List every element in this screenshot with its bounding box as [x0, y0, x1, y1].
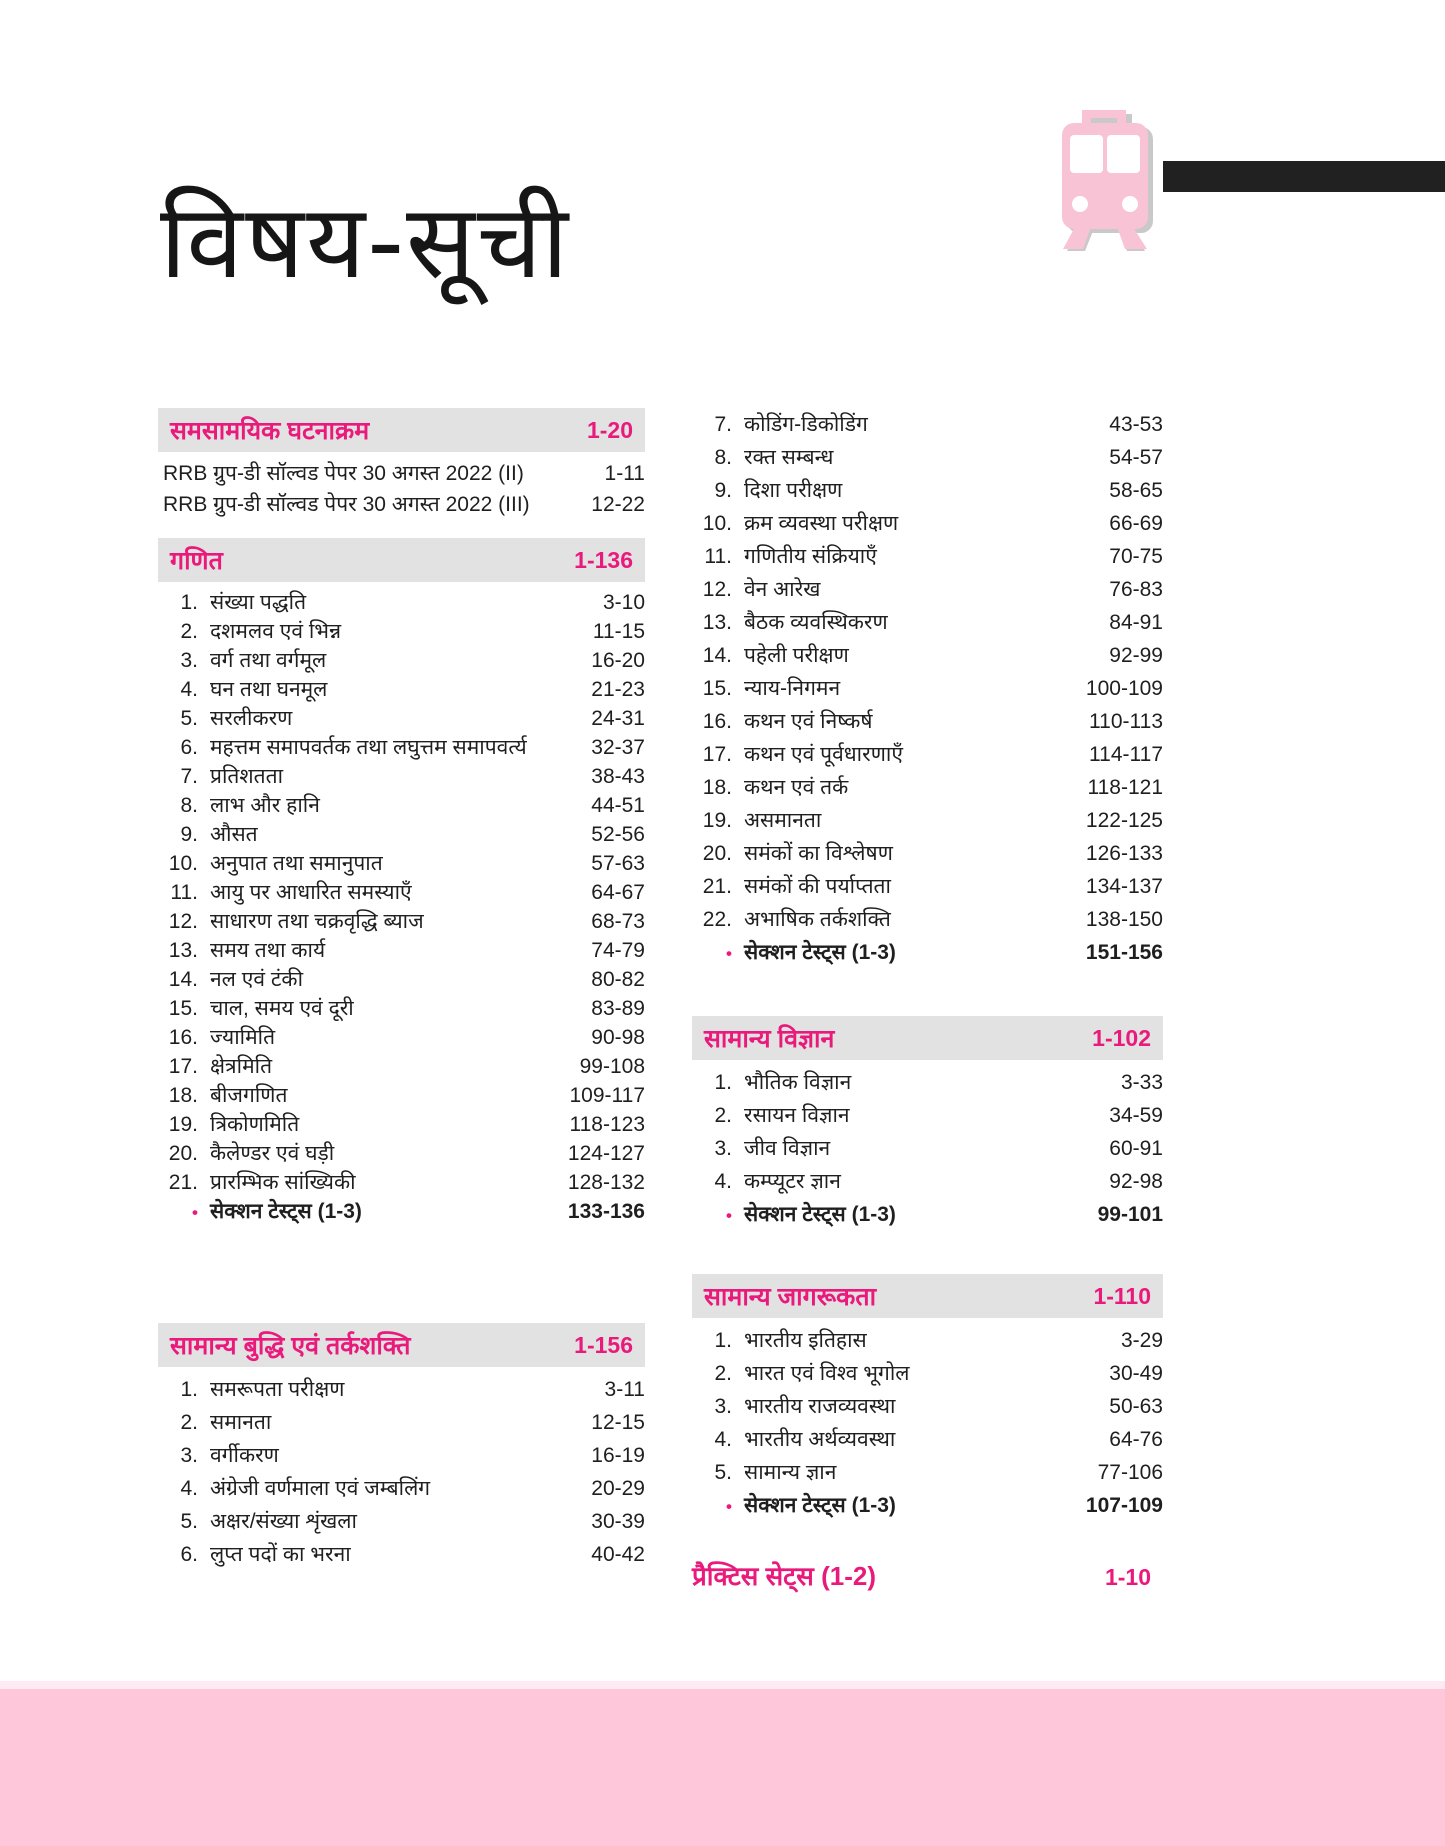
- toc-entry-pages: 92-99: [1109, 644, 1163, 667]
- toc-entry-pages: 107-109: [1085, 1494, 1163, 1517]
- toc-entry: [158, 1472, 645, 1505]
- toc-entry: [158, 1168, 645, 1197]
- toc-entry: [692, 474, 1163, 507]
- toc-entry-label: समंकों का विश्लेषण: [744, 842, 893, 865]
- toc-entry-pages: 30-49: [1109, 1362, 1163, 1385]
- toc-entry: [158, 907, 645, 936]
- toc-entry-label: चाल, समय एवं दूरी: [210, 997, 354, 1020]
- toc-entry-number: 3.: [714, 1395, 732, 1418]
- toc-entry: [692, 408, 1163, 441]
- toc-entry: [158, 733, 645, 762]
- toc-entry: [158, 1373, 645, 1406]
- toc-entry-pages: 76-83: [1109, 578, 1163, 601]
- toc-entry-pages: 44-51: [591, 794, 645, 817]
- toc-entry-pages: 77-106: [1097, 1461, 1163, 1484]
- toc-entry-pages: 138-150: [1085, 908, 1163, 931]
- toc-entry-pages: 52-56: [591, 823, 645, 846]
- section-title: समसामयिक घटनाक्रम: [170, 417, 370, 445]
- toc-entry: [692, 1324, 1163, 1357]
- toc-entry-number: 10.: [702, 512, 732, 535]
- toc-entry-label: औसत: [210, 823, 258, 846]
- toc-entry-pages: 100-109: [1085, 677, 1163, 700]
- toc-entry-number: 2.: [714, 1362, 732, 1385]
- toc-entry-number: 3.: [180, 649, 198, 672]
- toc-entry-label: लुप्त पदों का भरना: [210, 1543, 351, 1566]
- toc-section: [158, 538, 645, 1227]
- toc-entry-pages: 109-117: [569, 1084, 645, 1107]
- toc-entry-pages: 54-57: [1109, 446, 1163, 469]
- toc-entry: [692, 870, 1163, 903]
- toc-column-right: [692, 408, 1163, 1593]
- toc-entry-number: 21.: [702, 875, 732, 898]
- toc-entry-label: भौतिक विज्ञान: [744, 1071, 852, 1094]
- toc-entry-number: 19.: [702, 809, 732, 832]
- toc-entry-label: समानता: [210, 1411, 272, 1434]
- section-header-band: [158, 408, 645, 452]
- toc-entry-pages: 40-42: [591, 1543, 645, 1566]
- toc-entry-pages: 64-67: [591, 881, 645, 904]
- toc-entry-pages: 1-11: [604, 462, 645, 485]
- toc-entry-number: 16.: [702, 710, 732, 733]
- black-accent-bar: [1163, 161, 1445, 192]
- section-title: सामान्य बुद्धि एवं तर्कशक्ति: [170, 1332, 411, 1360]
- toc-entry: [158, 704, 645, 733]
- toc-entry: [158, 1110, 645, 1139]
- toc-entry-label: भारतीय इतिहास: [744, 1329, 867, 1352]
- toc-section: [692, 408, 1163, 970]
- toc-entry: [692, 1132, 1163, 1165]
- toc-entry-label: वेन आरेख: [744, 578, 821, 601]
- toc-entry-pages: 3-11: [604, 1378, 645, 1401]
- toc-entry-number: 15.: [168, 997, 198, 1020]
- toc-entry-number: 2.: [714, 1104, 732, 1127]
- toc-entry-label: वर्गीकरण: [210, 1444, 279, 1467]
- toc-entry-label: भारतीय अर्थव्यवस्था: [744, 1428, 896, 1451]
- toc-entry-number: 4.: [180, 678, 198, 701]
- toc-entry: [692, 1423, 1163, 1456]
- toc-entry: [692, 639, 1163, 672]
- toc-entry-pages: 3-33: [1120, 1071, 1163, 1094]
- footer-strip: [0, 1681, 1445, 1689]
- toc-entry: [692, 441, 1163, 474]
- toc-entry-pages: 58-65: [1109, 479, 1163, 502]
- practice-sets-pages: 1-10: [1104, 1564, 1151, 1590]
- toc-entry-label: बीजगणित: [210, 1084, 288, 1107]
- toc-entry-number: 20.: [702, 842, 732, 865]
- toc-entry-label: आयु पर आधारित समस्याएँ: [210, 881, 412, 904]
- toc-entry-number: 20.: [168, 1142, 198, 1165]
- toc-entry-number: 6.: [180, 736, 198, 759]
- toc-entry: [158, 1023, 645, 1052]
- toc-entry-number: 16.: [168, 1026, 198, 1049]
- toc-entry-pages: 21-23: [591, 678, 645, 701]
- toc-entry-pages: 24-31: [591, 707, 645, 730]
- bullet-icon: •: [726, 1206, 732, 1225]
- toc-entry-label: जीव विज्ञान: [744, 1137, 831, 1160]
- toc-entry-number: 12.: [702, 578, 732, 601]
- toc-entry-pages: 34-59: [1109, 1104, 1163, 1127]
- toc-entry-number: 13.: [702, 611, 732, 634]
- toc-entry-pages: 122-125: [1085, 809, 1163, 832]
- toc-entry-pages: 99-108: [579, 1055, 645, 1078]
- toc-entry-pages: 64-76: [1109, 1428, 1163, 1451]
- toc-entry: [158, 588, 645, 617]
- toc-entry-number: 7.: [714, 413, 732, 436]
- toc-column-left: [158, 408, 645, 1571]
- toc-entry-number: 17.: [168, 1055, 198, 1078]
- toc-entry-pages: 12-15: [591, 1411, 645, 1434]
- toc-entry: [692, 1390, 1163, 1423]
- toc-section: [158, 1323, 645, 1571]
- toc-entry-number: 8.: [180, 794, 198, 817]
- toc-entry: [158, 965, 645, 994]
- toc-entry: [692, 1456, 1163, 1489]
- toc-entry-pages: 16-19: [591, 1444, 645, 1467]
- toc-entry: [158, 1139, 645, 1168]
- toc-entry-number: 13.: [168, 939, 198, 962]
- toc-entry-pages: 118-123: [569, 1113, 645, 1136]
- toc-entry: [158, 489, 645, 520]
- toc-entry-pages: 3-29: [1120, 1329, 1163, 1352]
- section-title: सामान्य जागरूकता: [704, 1283, 877, 1311]
- toc-entry-pages: 38-43: [591, 765, 645, 788]
- section-pages: 1-110: [1093, 1282, 1151, 1309]
- toc-entry-label: समय तथा कार्य: [210, 939, 326, 962]
- toc-entry: [692, 936, 1163, 970]
- toc-entry-label: कथन एवं पूर्वधारणाएँ: [744, 743, 903, 766]
- toc-entry: [158, 878, 645, 907]
- toc-entry: [158, 1505, 645, 1538]
- toc-entry-label: पहेली परीक्षण: [744, 644, 849, 667]
- toc-entry-number: 6.: [180, 1543, 198, 1566]
- toc-entry-label: समरूपता परीक्षण: [210, 1378, 345, 1401]
- toc-entry: [692, 540, 1163, 573]
- toc-entry: [158, 675, 645, 704]
- section-header-band: [692, 1274, 1163, 1318]
- toc-entry-number: 2.: [180, 1411, 198, 1434]
- toc-entry-pages: 80-82: [591, 968, 645, 991]
- toc-entry-label: प्रतिशतता: [210, 765, 284, 788]
- toc-entry-pages: 3-10: [602, 591, 645, 614]
- toc-entry-number: 1.: [180, 1378, 198, 1401]
- toc-entry-pages: 50-63: [1109, 1395, 1163, 1418]
- toc-entry-pages: 16-20: [591, 649, 645, 672]
- toc-entry-pages: 12-22: [591, 493, 645, 516]
- toc-entry-label: सेक्शन टेस्ट्स (1-3): [210, 1200, 362, 1223]
- toc-entry-label: सेक्शन टेस्ट्स (1-3): [744, 1494, 896, 1517]
- toc-entry-label: कोडिंग-डिकोडिंग: [744, 413, 868, 436]
- toc-entry-number: 19.: [168, 1113, 198, 1136]
- section-pages: 1-156: [574, 1331, 633, 1358]
- toc-entry-pages: 124-127: [567, 1142, 645, 1165]
- toc-entry: [692, 1165, 1163, 1198]
- toc-entry-number: 12.: [168, 910, 198, 933]
- toc-entry: [158, 936, 645, 965]
- section-pages: 1-102: [1092, 1024, 1151, 1051]
- toc-entry-number: 17.: [702, 743, 732, 766]
- toc-entry-label: RRB ग्रुप-डी सॉल्वड पेपर 30 अगस्त 2022 (II): [163, 462, 524, 485]
- toc-entry-label: महत्तम समापवर्तक तथा लघुत्तम समापवर्त्य: [210, 736, 527, 759]
- toc-entry-pages: 134-137: [1085, 875, 1163, 898]
- toc-entry-label: क्रम व्यवस्था परीक्षण: [744, 512, 899, 535]
- toc-entry-label: रक्त सम्बन्ध: [744, 446, 834, 469]
- toc-entry-number: 3.: [180, 1444, 198, 1467]
- toc-entry: [692, 1198, 1163, 1232]
- toc-entry-pages: 74-79: [591, 939, 645, 962]
- toc-entry: [692, 738, 1163, 771]
- toc-entry: [158, 646, 645, 675]
- toc-entry: [158, 458, 645, 489]
- toc-entry: [692, 903, 1163, 936]
- toc-entry-label: गणितीय संक्रियाएँ: [744, 545, 877, 568]
- toc-entry-number: 4.: [180, 1477, 198, 1500]
- toc-entry-pages: 151-156: [1085, 941, 1163, 964]
- toc-entry-label: RRB ग्रुप-डी सॉल्वड पेपर 30 अगस्त 2022 (III): [163, 493, 530, 516]
- toc-entry-label: त्रिकोणमिति: [210, 1113, 300, 1136]
- toc-entry-label: वर्ग तथा वर्गमूल: [210, 649, 327, 672]
- toc-entry: [692, 1489, 1163, 1523]
- toc-entry-number: 15.: [702, 677, 732, 700]
- toc-entry-label: अनुपात तथा समानुपात: [210, 852, 383, 875]
- toc-entry-label: असमानता: [744, 809, 822, 832]
- toc-entry-number: 9.: [714, 479, 732, 502]
- toc-entry: [692, 507, 1163, 540]
- toc-entry: [692, 1066, 1163, 1099]
- toc-entry-pages: 83-89: [591, 997, 645, 1020]
- toc-entry-label: कैलेण्डर एवं घड़ी: [210, 1142, 335, 1165]
- toc-entry-number: 1.: [714, 1329, 732, 1352]
- toc-entry-number: 21.: [168, 1171, 198, 1194]
- toc-entry-number: 14.: [168, 968, 198, 991]
- toc-entry-number: 4.: [714, 1428, 732, 1451]
- toc-entry: [692, 1357, 1163, 1390]
- toc-entry: [692, 573, 1163, 606]
- toc-entry: [158, 820, 645, 849]
- toc-entry-pages: 90-98: [591, 1026, 645, 1049]
- toc-entry-pages: 20-29: [591, 1477, 645, 1500]
- toc-entry: [692, 672, 1163, 705]
- toc-entry-label: साधारण तथा चक्रवृद्धि ब्याज: [210, 910, 424, 933]
- toc-entry-number: 5.: [714, 1461, 732, 1484]
- toc-entry-number: 11.: [170, 881, 198, 904]
- toc-entry-label: बैठक व्यवस्थिकरण: [744, 611, 888, 634]
- toc-entry-number: 1.: [714, 1071, 732, 1094]
- toc-entry: [158, 1538, 645, 1571]
- toc-entry: [158, 994, 645, 1023]
- toc-entry-pages: 133-136: [567, 1200, 645, 1223]
- toc-entry: [692, 1099, 1163, 1132]
- toc-entry-number: 9.: [180, 823, 198, 846]
- toc-entry-number: 7.: [180, 765, 198, 788]
- practice-sets-heading: [692, 1557, 1163, 1593]
- toc-section: [692, 1016, 1163, 1232]
- toc-entry: [692, 771, 1163, 804]
- toc-entry-label: सेक्शन टेस्ट्स (1-3): [744, 1203, 896, 1226]
- section-title: सामान्य विज्ञान: [704, 1025, 835, 1053]
- toc-entry-label: लाभ और हानि: [210, 794, 320, 817]
- toc-entry-pages: 118-121: [1087, 776, 1163, 799]
- toc-entry-number: 2.: [180, 620, 198, 643]
- train-icon: [1053, 108, 1159, 258]
- toc-entry-pages: 92-98: [1109, 1170, 1163, 1193]
- toc-entry-pages: 126-133: [1085, 842, 1163, 865]
- toc-entry: [158, 617, 645, 646]
- toc-entry: [158, 1439, 645, 1472]
- toc-entry-label: अभाषिक तर्कशक्ति: [744, 908, 891, 931]
- toc-entry-number: 5.: [180, 707, 198, 730]
- page-title: विषय-सूची: [160, 183, 571, 302]
- toc-entry-number: 5.: [180, 1510, 198, 1533]
- toc-entry: [158, 762, 645, 791]
- toc-entry-label: घन तथा घनमूल: [210, 678, 328, 701]
- toc-entry-label: रसायन विज्ञान: [744, 1104, 850, 1127]
- section-pages: 1-20: [586, 416, 633, 443]
- toc-entry-pages: 114-117: [1089, 743, 1163, 766]
- toc-entry-label: दिशा परीक्षण: [744, 479, 843, 502]
- toc-entry-pages: 11-15: [592, 620, 645, 643]
- section-header-band: [692, 1016, 1163, 1060]
- bullet-icon: •: [726, 1497, 732, 1516]
- toc-entry: [158, 1052, 645, 1081]
- toc-entry-number: 22.: [702, 908, 732, 931]
- toc-entry-pages: 43-53: [1109, 413, 1163, 436]
- toc-entry-label: प्रारम्भिक सांख्यिकी: [210, 1171, 356, 1194]
- toc-entry: [158, 1406, 645, 1439]
- toc-entry-pages: 57-63: [591, 852, 645, 875]
- section-header-band: [158, 1323, 645, 1367]
- toc-entry-label: अंग्रेजी वर्णमाला एवं जम्बलिंग: [210, 1477, 431, 1500]
- toc-section: [158, 408, 645, 520]
- toc-entry-label: सेक्शन टेस्ट्स (1-3): [744, 941, 896, 964]
- toc-entry: [692, 705, 1163, 738]
- toc-entry-number: 4.: [714, 1170, 732, 1193]
- toc-entry-label: सरलीकरण: [210, 707, 293, 730]
- toc-entry-number: 14.: [702, 644, 732, 667]
- toc-entry-pages: 32-37: [591, 736, 645, 759]
- practice-sets-title: प्रैक्टिस सेट्स (1-2): [692, 1561, 876, 1591]
- section-pages: 1-136: [574, 546, 633, 573]
- toc-entry-pages: 99-101: [1097, 1203, 1163, 1226]
- toc-entry-label: भारतीय राजव्यवस्था: [744, 1395, 896, 1418]
- toc-entry-number: 10.: [168, 852, 198, 875]
- toc-entry-number: 11.: [704, 545, 732, 568]
- toc-entry: [158, 1197, 645, 1227]
- toc-entry-pages: 110-113: [1089, 710, 1163, 733]
- toc-entry: [692, 837, 1163, 870]
- toc-entry: [158, 791, 645, 820]
- toc-entry-number: 1.: [180, 591, 198, 614]
- footer-band: [0, 1689, 1445, 1846]
- toc-entry-label: भारत एवं विश्व भूगोल: [744, 1362, 910, 1385]
- toc-entry-number: 18.: [702, 776, 732, 799]
- toc-entry-label: न्याय-निगमन: [744, 677, 841, 700]
- section-title: गणित: [170, 547, 223, 575]
- toc-entry-label: क्षेत्रमिति: [210, 1055, 273, 1078]
- toc-entry-pages: 30-39: [591, 1510, 645, 1533]
- section-header-band: [158, 538, 645, 582]
- toc-entry-number: 3.: [714, 1137, 732, 1160]
- toc-entry-pages: 66-69: [1109, 512, 1163, 535]
- toc-entry: [158, 1081, 645, 1110]
- toc-entry: [692, 804, 1163, 837]
- bullet-icon: •: [726, 944, 732, 963]
- toc-section: [692, 1557, 1163, 1593]
- toc-entry-number: 8.: [714, 446, 732, 469]
- bullet-icon: •: [192, 1203, 198, 1222]
- toc-entry-pages: 70-75: [1109, 545, 1163, 568]
- toc-entry-pages: 84-91: [1109, 611, 1163, 634]
- toc-entry-label: कम्प्यूटर ज्ञान: [744, 1170, 841, 1193]
- toc-entry-label: कथन एवं तर्क: [744, 776, 849, 799]
- toc-entry-label: कथन एवं निष्कर्ष: [744, 710, 873, 733]
- toc-entry: [158, 849, 645, 878]
- toc-entry-label: संख्या पद्धति: [210, 591, 307, 614]
- toc-entry-label: नल एवं टंकी: [210, 968, 304, 991]
- toc-entry-label: अक्षर/संख्या शृंखला: [210, 1510, 357, 1533]
- toc-entry-label: समंकों की पर्याप्तता: [744, 875, 891, 898]
- toc-entry-label: ज्यामिति: [210, 1026, 276, 1049]
- toc-entry-pages: 128-132: [567, 1171, 645, 1194]
- toc-section: [692, 1274, 1163, 1523]
- toc-entry-pages: 68-73: [591, 910, 645, 933]
- toc-entry-number: 18.: [168, 1084, 198, 1107]
- toc-entry-label: सामान्य ज्ञान: [744, 1461, 837, 1484]
- toc-entry: [692, 606, 1163, 639]
- toc-entry-label: दशमलव एवं भिन्न: [210, 620, 342, 643]
- toc-entry-pages: 60-91: [1109, 1137, 1163, 1160]
